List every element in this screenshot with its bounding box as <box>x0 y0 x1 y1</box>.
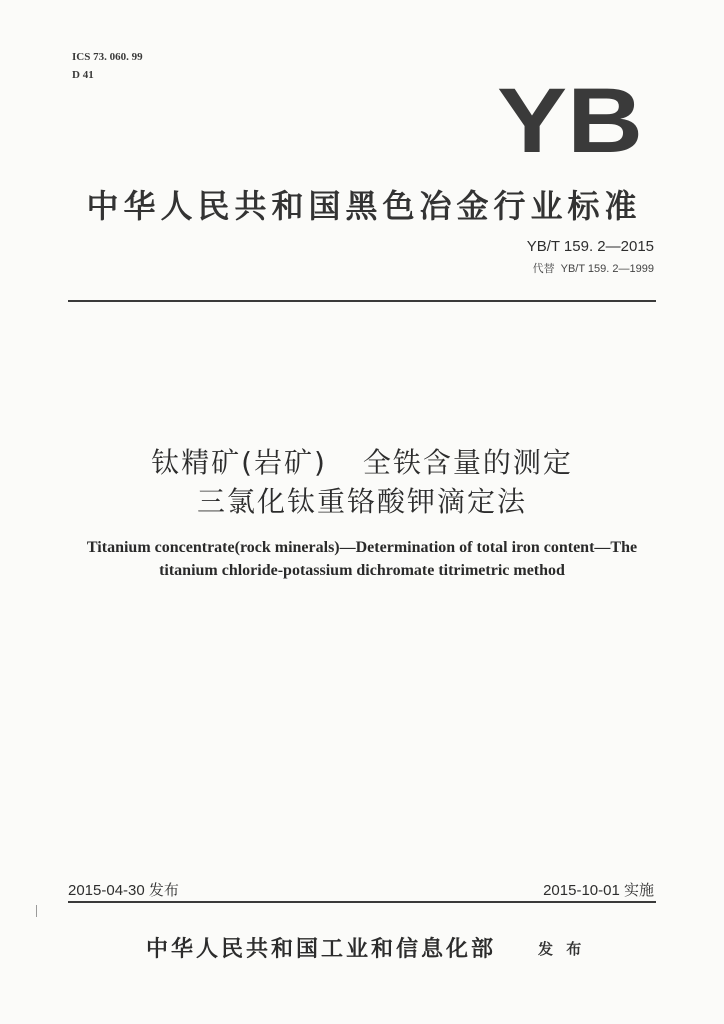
header-divider <box>68 300 656 302</box>
issue-date: 2015-04-30 发布 <box>68 882 179 899</box>
replaces-label: 代替 <box>532 263 555 275</box>
standard-number: YB/T 159. 2—2015 <box>526 238 654 255</box>
implementation-date: 2015-10-01 实施 <box>543 882 654 899</box>
replaces-line <box>527 260 654 276</box>
industry-standard-title: 中华人民共和国黑色冶金行业标准 <box>86 187 642 225</box>
ccs-code: D 41 <box>72 69 94 81</box>
publisher-name: 中华人民共和国工业和信息化部 <box>146 937 497 962</box>
ics-code: ICS 73. 060. 99 <box>72 51 143 63</box>
footer-divider <box>68 901 656 903</box>
yb-logo <box>495 80 645 158</box>
replaces-number: YB/T 159. 2—1999 <box>560 263 654 275</box>
title-en-line1: Titanium concentrate(rock minerals)—Determination of total iron content—The <box>86 539 638 556</box>
yb-logo-text: YB <box>497 80 643 158</box>
publish-label: 发 布 <box>538 940 586 958</box>
title-cn-line2: 三氯化钛重铬酸钾滴定法 <box>196 485 527 518</box>
title-cn-subject: 钛精矿(岩矿) <box>151 446 327 479</box>
classification-codes <box>72 50 143 86</box>
title-cn-line1 <box>0 441 724 481</box>
title-cn-determination: 全铁含量的测定 <box>362 446 573 479</box>
scan-mark <box>36 905 37 917</box>
title-en-line2: titanium chloride-potassium dichromate titrimetric method <box>159 562 565 579</box>
